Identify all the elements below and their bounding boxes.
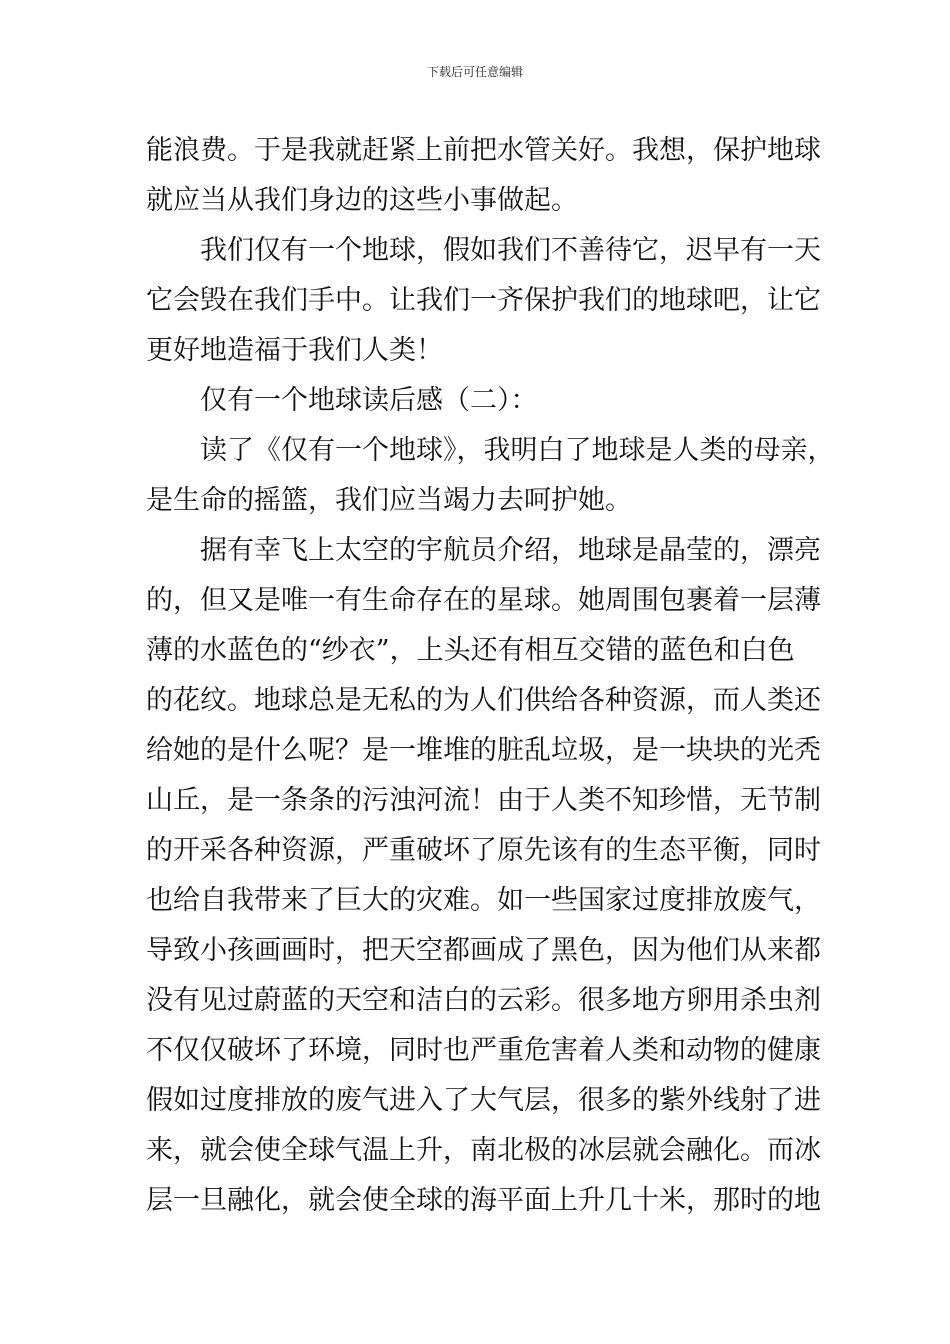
text-line-11: 薄的水蓝色的“纱衣”，上头还有相互交错的蓝色和白色 (146, 635, 795, 666)
text-line-15: 的开采各种资源，严重破坏了原先该有的生态平衡，同时 (146, 835, 821, 866)
text-line-7: 读了《仅有一个地球》，我明白了地球是人类的母亲， (200, 435, 835, 466)
text-line-17: 导致小孩画画时，把天空都画成了黑色，因为他们从来都 (146, 935, 821, 966)
text-line-12: 的花纹。地球总是无私的为人们供给各种资源，而人类还 (146, 685, 821, 716)
text-line-8: 是生命的摇篮，我们应当竭力去呵护她。 (146, 485, 632, 516)
page-header-note: 下载后可任意编辑 (426, 65, 523, 79)
body-text (146, 126, 866, 1226)
text-line-22: 层一旦融化，就会使全球的海平面上升几十米，那时的地 (146, 1185, 821, 1216)
text-line-5: 更好地造福于我们人类！ (146, 335, 443, 366)
text-line-21: 来，就会使全球气温上升，南北极的冰层就会融化。而冰 (146, 1135, 821, 1166)
text-line-2: 就应当从我们身边的这些小事做起。 (146, 185, 578, 216)
text-line-9: 据有幸飞上太空的宇航员介绍，地球是晶莹的，漂亮 (200, 535, 821, 566)
text-line-13: 给她的是什么呢？是一堆堆的脏乱垃圾，是一块块的光秃 (146, 735, 821, 766)
text-line-3: 我们仅有一个地球，假如我们不善待它，迟早有一天 (200, 235, 821, 266)
text-line-10: 的，但又是唯一有生命存在的星球。她周围包裹着一层薄 (146, 585, 821, 616)
text-line-14: 山丘，是一条条的污浊河流！由于人类不知珍惜，无节制 (146, 785, 821, 816)
text-line-4: 它会毁在我们手中。让我们一齐保护我们的地球吧，让它 (146, 285, 821, 316)
text-line-18: 没有见过蔚蓝的天空和洁白的云彩。很多地方卵用杀虫剂 (146, 985, 821, 1016)
text-line-20: 假如过度排放的废气进入了大气层，很多的紫外线射了进 (146, 1085, 821, 1116)
text-line-1: 能浪费。于是我就赶紧上前把水管关好。我想，保护地球 (146, 135, 821, 166)
section-heading: 仅有一个地球读后感（二）： (200, 385, 538, 416)
text-line-16: 也给自我带来了巨大的灾难。如一些国家过度排放废气， (146, 885, 821, 916)
text-line-19: 不仅仅破坏了环境，同时也严重危害着人类和动物的健康 (146, 1035, 821, 1066)
